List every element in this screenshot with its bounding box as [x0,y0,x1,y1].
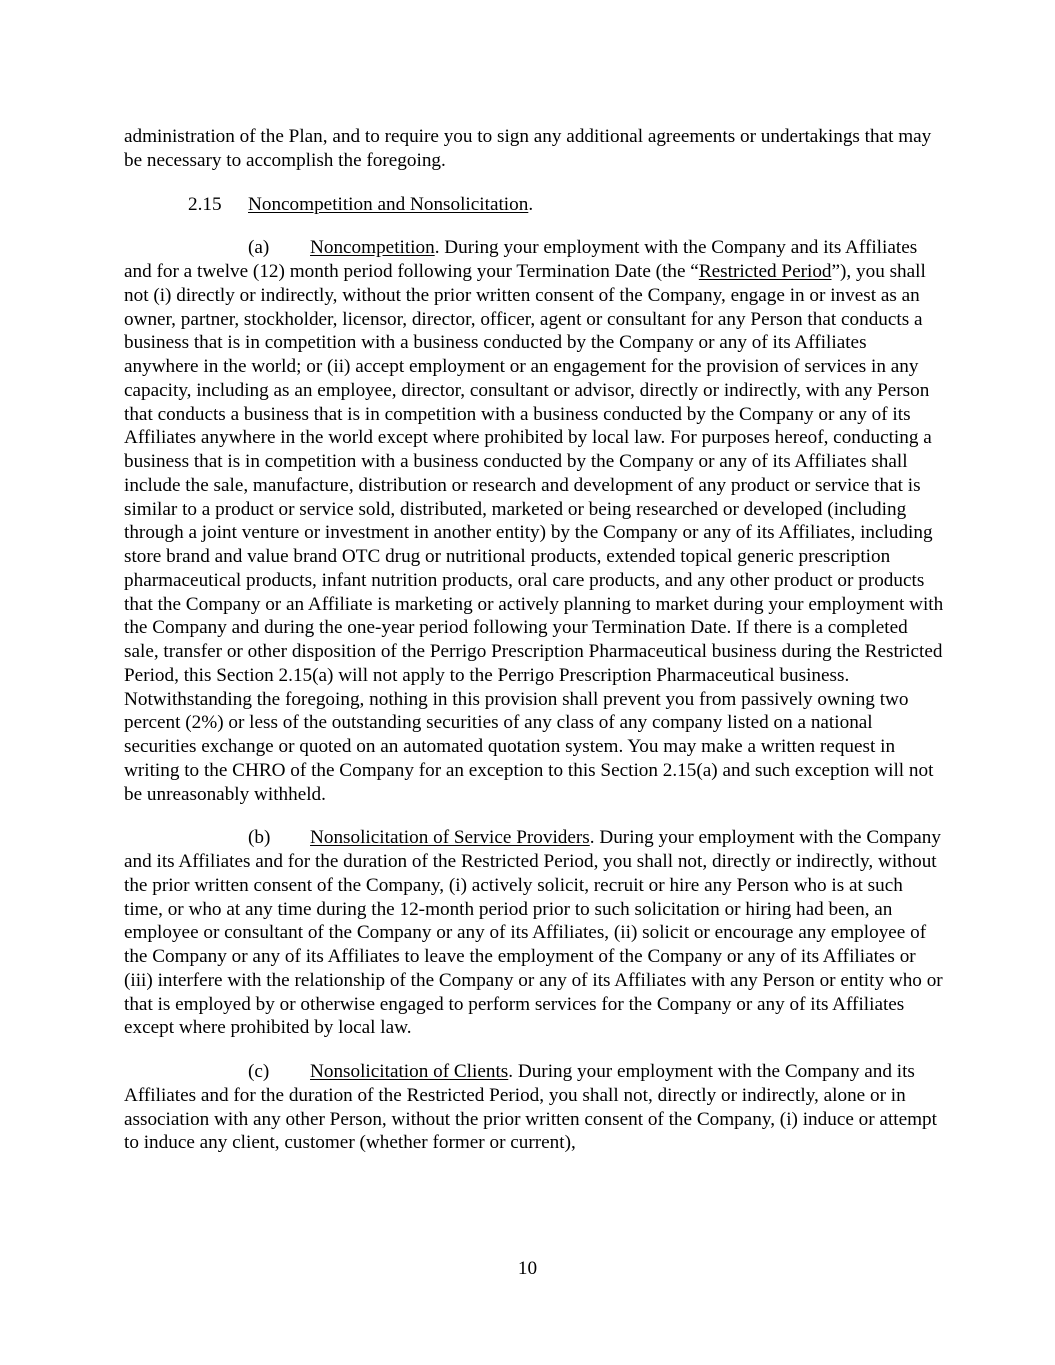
page-number: 10 [517,1258,538,1279]
section-heading [124,193,944,217]
paragraph-a-label: (a) [248,237,270,259]
paragraph-c-label: (c) [248,1061,270,1082]
defined-term-restricted-period: Restricted Period [698,261,832,282]
paragraph-b-label: (b) [248,827,271,849]
paragraph-c-heading: Nonsolicitation of Clients [310,1061,509,1082]
paragraph-a [124,236,944,806]
continuation-paragraph: administration of the Plan, and to require you to sign any additional agreements or undertakings that may be necessary to accomplish the foregoing. [124,126,932,171]
paragraph-a-text-2: ”), you shall not (i) directly or indirectly, without the prior written consent of the Company, engage in or invest as an owner, partner, stockholder, licensor, director, officer, agent or consultant for any Person that conducts a business that is in competition with a business conducted by the Company or any of its Affiliates anywhere in the world; or (ii) accept employment or an engagement for the provision of services in any capacity, including as an employee, director, consultant or advisor, directly or indirectly, with any Person that conducts a business that is in competition with a business conducted by the Company or any of its Affiliates anywhere in the world except where prohibited by local law. For purposes hereof, conducting a business that is in competition with a business conducted by the Company or any of its Affiliates shall include the sale, manufacture, distribution or research and development of any product or service that is similar to a product or service sold, distributed, marketed or being researched or developed (including through a joint venture or investment in another entity) by the Company or any of its Affiliates, including store brand and value brand OTC drug or nutritional products, extended topical generic prescription pharmaceutical products, infant nutrition products, oral care products, and any other product or products that the Company or an Affiliate is marketing or actively planning to market during your employment with the Company and during the one-year period following your Termination Date. If there is a completed sale, transfer or other disposition of the Perrigo Prescription Pharmaceutical business during the Restricted Period, this Section 2.15(a) will not apply to the Perrigo Prescription Pharmaceutical business. Notwithstanding the foregoing, nothing in this provision shall prevent you from passively owning two percent (2%) or less of the outstanding securities of any class of any company listed on a national securities exchange or quoted on an automated quotation system. You may make a written request in writing to the CHRO of the Company for an exception to this Section 2.15(a) and such exception will not be unreasonably withheld. [124,261,944,805]
section-title: Noncompetition and Nonsolicitation [248,193,529,215]
section-number: 2.15 [188,193,222,215]
paragraph-c-text: . During your employment with the Company and its Affiliates and for the duration of the Restricted Period, you shall not, directly or indirectly, alone or in association with any other Person, without the prior written consent of the Company, (i) induce or attempt to induce any client, customer (whether former or current), [124,1061,937,1154]
paragraph-b [124,826,944,1040]
paragraph-a-heading: Noncompetition [310,237,435,259]
section-title-period: . [528,193,534,215]
paragraph-b-text: . During your employment with the Company and its Affiliates and for the duration of the Restricted Period, you shall not, directly or indirectly, without the prior written consent of the Company, (i) actively solicit, recruit or hire any Person who is at such time, or who at any time during the 12-month period prior to such solicitation or hiring had been, an employee or consultant of the Company or any of its Affiliates, (ii) solicit or encourage any employee of the Company or any of its Affiliates to leave the employment of the Company or any of its Affiliates or (iii) interfere with the relationship of the Company or any of its Affiliates with any Person or entity who or that is employed by or otherwise engaged to perform services for the Company or any of its Affiliates except where prohibited by local law. [124,827,943,1039]
paragraph-c [124,1060,944,1155]
paragraph-a-text-1: . During your employment with the Company and its Affiliates and for a twelve (12) month period following your Termination Date (the “ [124,237,918,282]
page-body [124,125,944,1155]
paragraph-b-heading: Nonsolicitation of Service Providers [310,827,590,849]
